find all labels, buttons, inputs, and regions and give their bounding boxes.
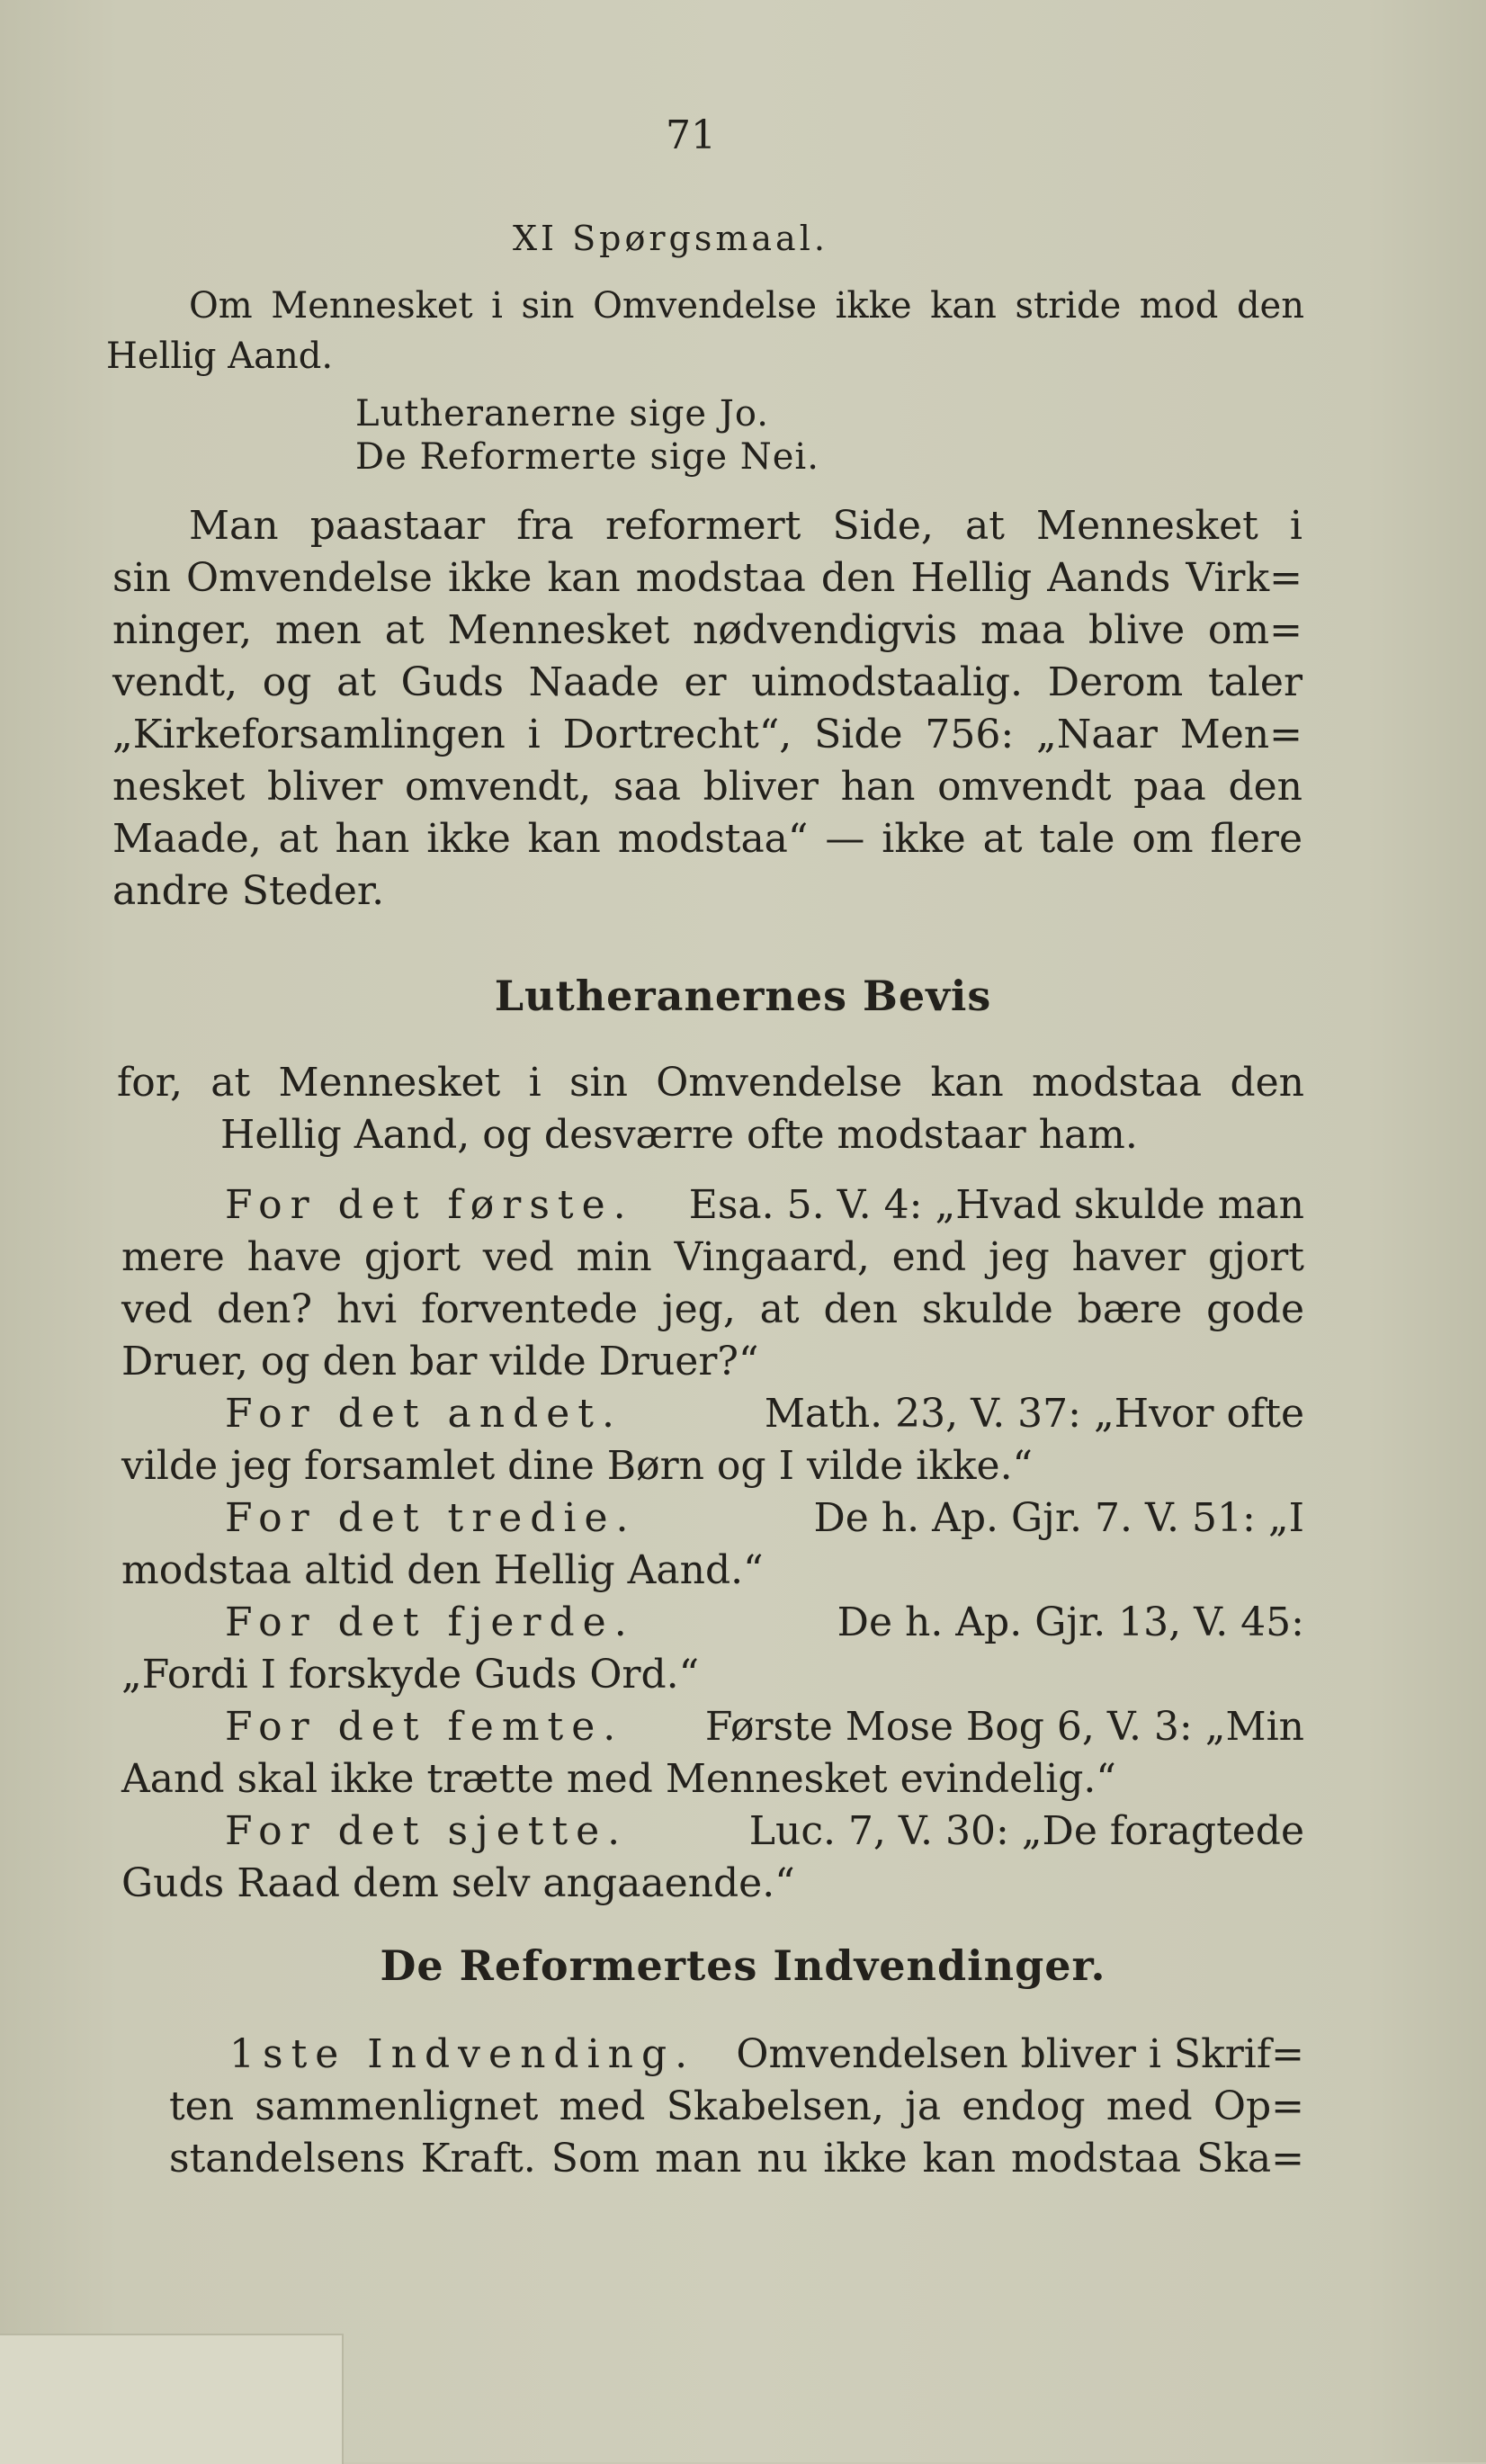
proof-text: De h. Ap. Gjr. 13, V. 45:: [837, 1599, 1304, 1645]
proof-text: De h. Ap. Gjr. 7. V. 51: „I: [813, 1495, 1304, 1541]
proof-text: „Fordi I forskyde Guds Ord.“: [121, 1652, 700, 1698]
proof-text: Første Mose Bog 6, V. 3: „Min: [704, 1704, 1304, 1750]
question-line: Om Mennesket i sin Omvendelse ikke kan stride mod den: [189, 285, 1304, 327]
proof-text: Guds Raad dem selv angaaende.“: [121, 1860, 795, 1906]
proof-label: For det første.: [225, 1182, 634, 1228]
paragraph-line: ninger, men at Mennesket nødvendigvis maa blive om=: [112, 607, 1302, 653]
paragraph-line: vendt, og at Guds Naade er uimodstaalig. Derom taler: [112, 659, 1302, 705]
paragraph-line: Man paastaar fra reformert Side, at Mennesket i: [189, 503, 1302, 549]
question-heading: XI Spørgsmaal.: [513, 219, 828, 258]
answer-lutheran: Lutheranerne sige Jo.: [355, 393, 769, 435]
proof-text: Aand skal ikke trætte med Mennesket evindelig.“: [121, 1756, 1116, 1802]
proof-text: mere have gjort ved min Vingaard, end jeg haver gjort: [121, 1234, 1304, 1280]
objection-label: 1ste Indvending.: [229, 2031, 696, 2077]
proof-text: Druer, og den bar vilde Druer?“: [121, 1339, 759, 1384]
paragraph-line: andre Steder.: [112, 868, 385, 914]
proof-text: Math. 23, V. 37: „Hvor ofte: [764, 1391, 1304, 1437]
proof-text: ved den? hvi forventede jeg, at den skulde bære gode: [121, 1286, 1304, 1332]
proof-text: Esa. 5. V. 4: „Hvad skulde man: [688, 1182, 1304, 1228]
section-title-reformed-objections: De Reformertes Indvendinger.: [380, 1941, 1106, 1990]
section-intro-line: for, at Mennesket i sin Omvendelse kan modstaa den: [117, 1060, 1304, 1106]
paper-stub: [0, 2334, 344, 2464]
section-intro-line: Hellig Aand, og desværre ofte modstaar ham.: [220, 1112, 1138, 1158]
paragraph-line: sin Omvendelse ikke kan modstaa den Hellig Aands Virk=: [112, 555, 1302, 601]
paragraph-line: „Kirkeforsamlingen i Dortrecht“, Side 756: „Naar Men=: [112, 712, 1302, 757]
objection-text: ten sammenlignet med Skabelsen, ja endog med Op=: [169, 2083, 1304, 2129]
page-number: 71: [666, 112, 716, 158]
proof-label: For det fjerde.: [225, 1599, 635, 1645]
paragraph-line: Maade, at han ikke kan modstaa“ — ikke at tale om flere: [112, 816, 1302, 862]
proof-text: Luc. 7, V. 30: „De foragtede: [748, 1808, 1304, 1854]
objection-text: Omvendelsen bliver i Skrif=: [736, 2031, 1304, 2077]
paragraph-line: nesket bliver omvendt, saa bliver han omvendt paa den: [112, 764, 1302, 810]
proof-label: For det sjette.: [225, 1808, 629, 1854]
answer-reformed: De Reformerte sige Nei.: [355, 436, 819, 478]
objection-text: standelsens Kraft. Som man nu ikke kan modstaa Ska=: [169, 2136, 1304, 2182]
proof-text: vilde jeg forsamlet dine Børn og I vilde ikke.“: [121, 1443, 1034, 1489]
proof-label: For det andet.: [225, 1391, 622, 1437]
proof-label: For det femte.: [225, 1704, 624, 1750]
proof-label: For det tredie.: [225, 1495, 637, 1541]
question-line: Hellig Aand.: [106, 336, 334, 377]
proof-text: modstaa altid den Hellig Aand.“: [121, 1547, 764, 1593]
section-title-lutheran-proof: Lutheranernes Bevis: [494, 972, 992, 1020]
